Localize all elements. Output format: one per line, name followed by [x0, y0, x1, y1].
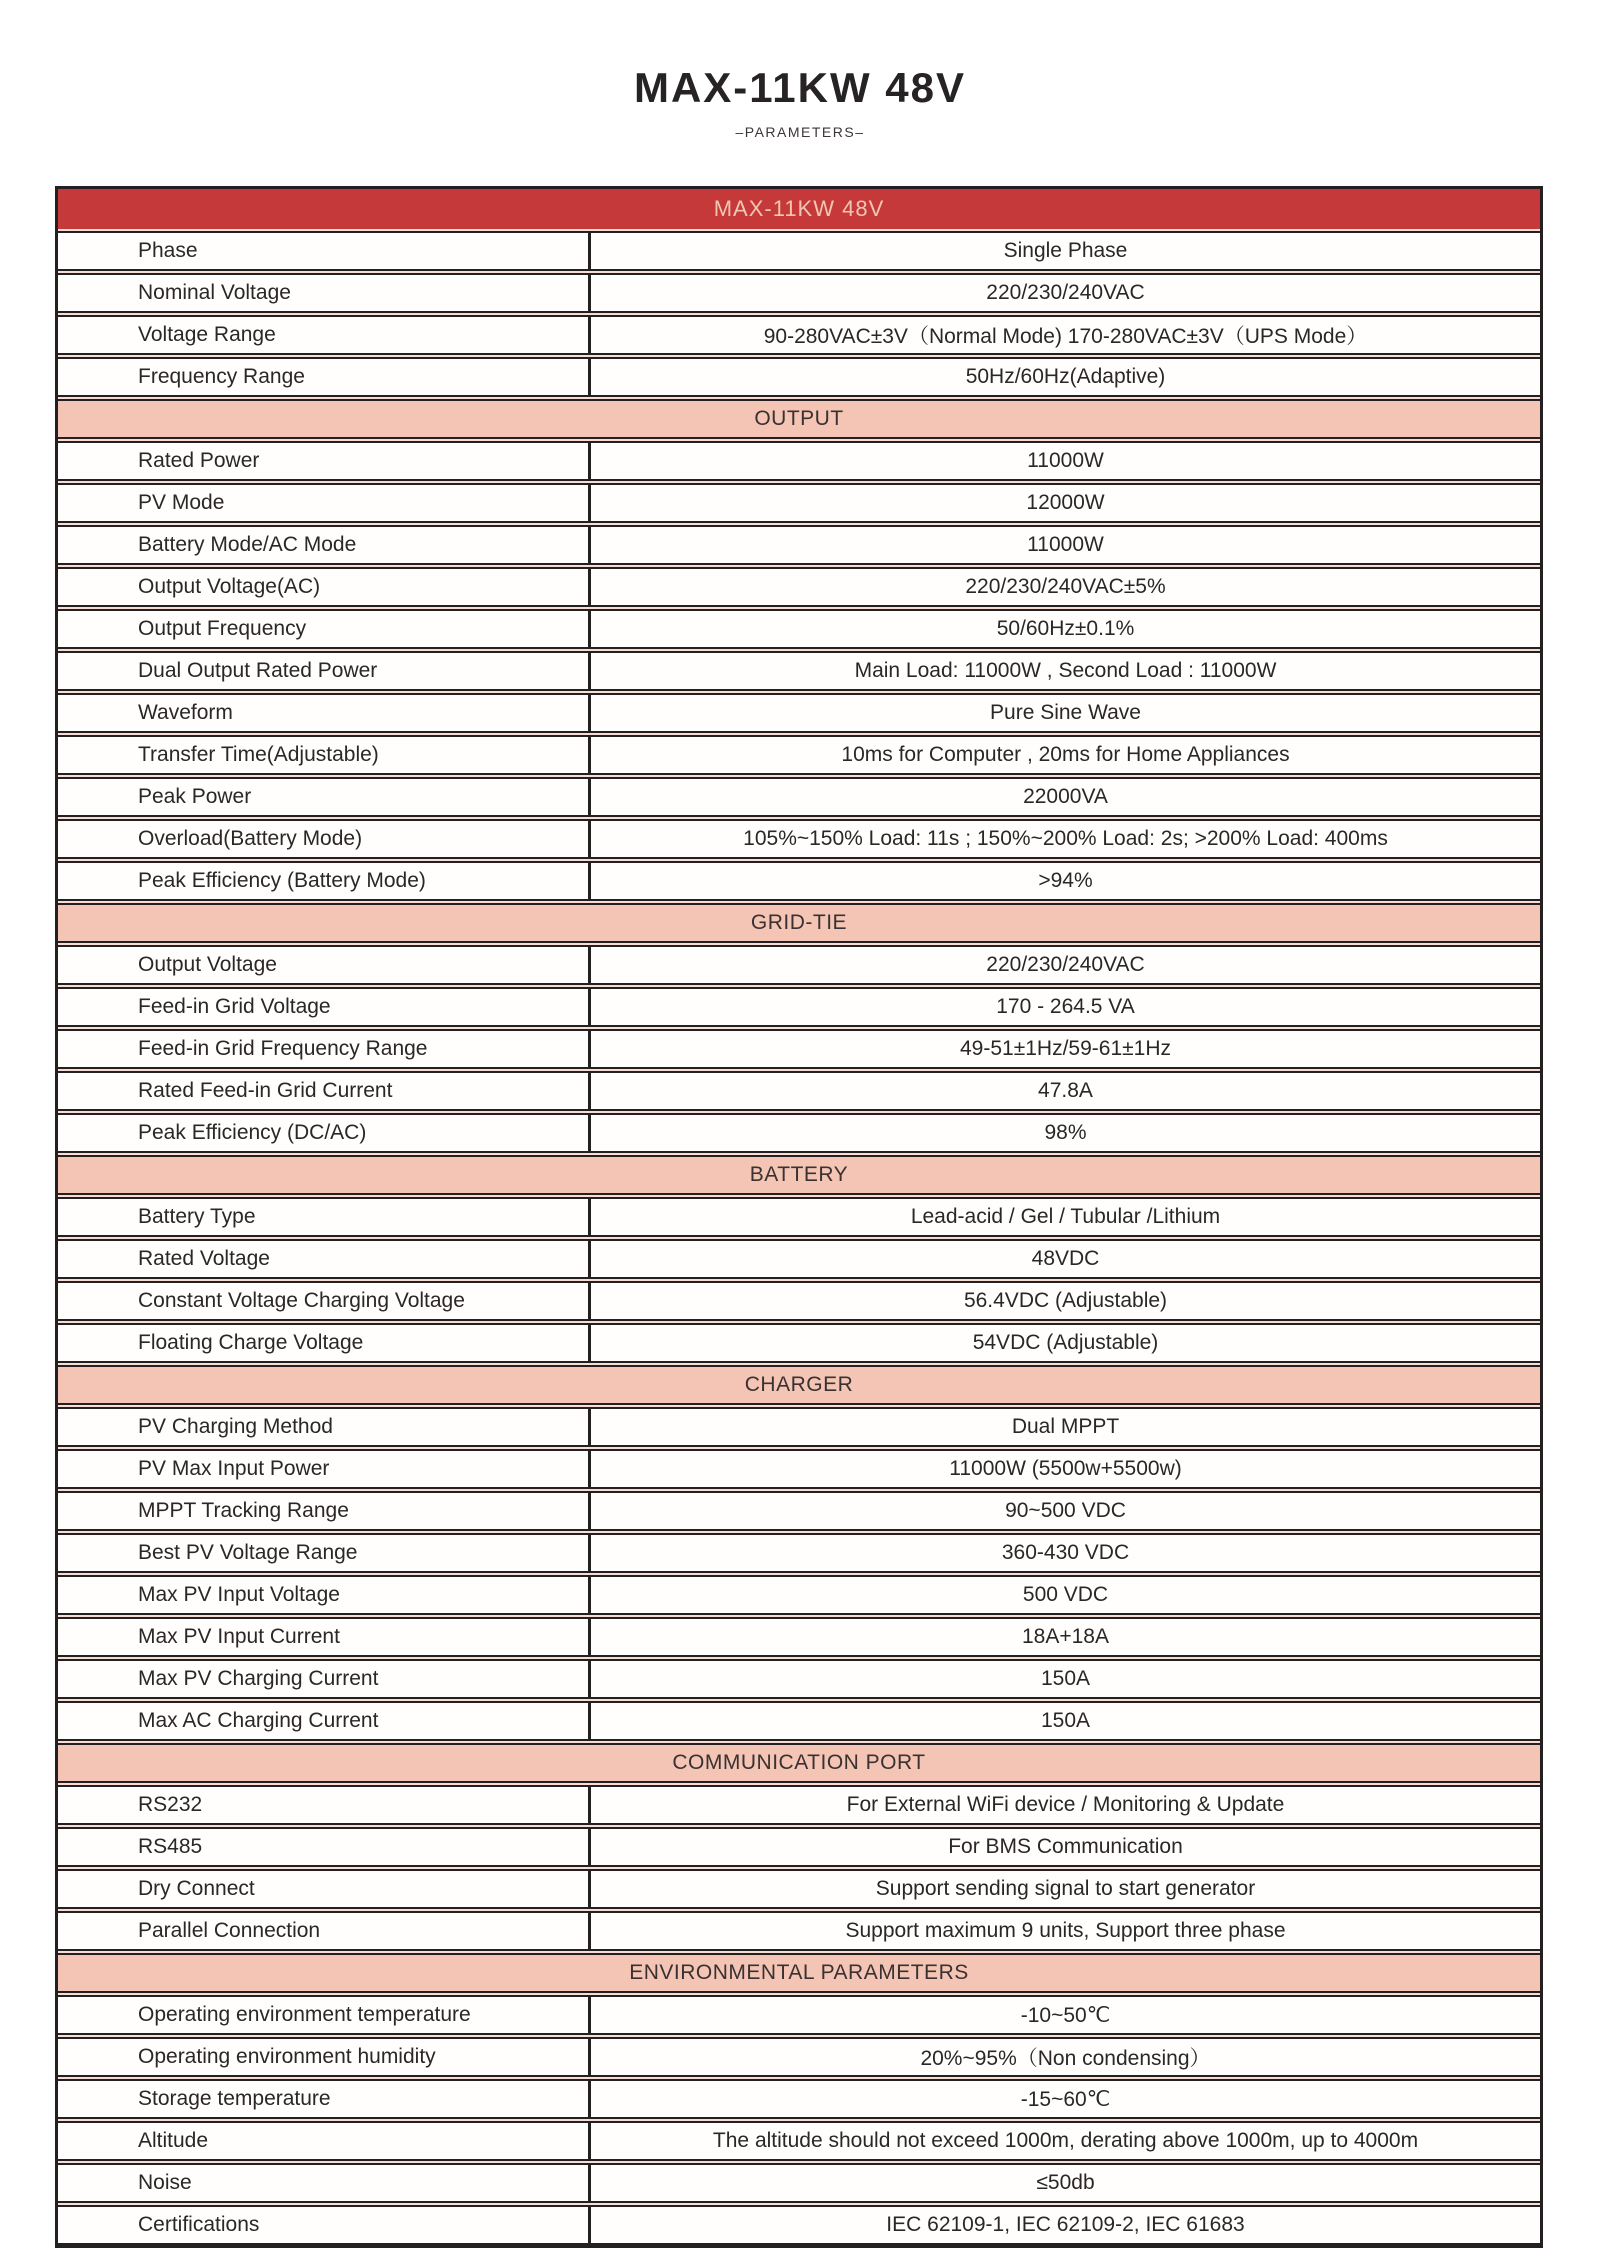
spec-label: RS485	[58, 1829, 591, 1865]
spec-value: Lead-acid / Gel / Tubular /Lithium	[910, 1205, 1221, 1228]
table-row	[58, 651, 1540, 691]
spec-value: 150A	[1040, 1667, 1091, 1690]
spec-value: 150A	[1040, 1709, 1091, 1732]
spec-value: 98%	[1044, 1121, 1087, 1144]
spec-label: Voltage Range	[58, 317, 591, 353]
table-row	[58, 2163, 1540, 2203]
table-row	[58, 1239, 1540, 1279]
spec-value: Support sending signal to start generator	[875, 1877, 1256, 1900]
spec-value: 20%~95%（Non condensing）	[920, 2047, 1211, 2070]
table-row	[58, 735, 1540, 775]
spec-value: 22000VA	[1023, 785, 1108, 808]
table-row	[58, 315, 1540, 355]
table-row	[58, 1617, 1540, 1657]
table-row	[58, 1659, 1540, 1699]
spec-label: Parallel Connection	[58, 1913, 591, 1949]
spec-value: 49-51±1Hz/59-61±1Hz	[960, 1037, 1171, 1060]
spec-label: Dry Connect	[58, 1871, 591, 1907]
spec-value: 18A+18A	[1022, 1625, 1109, 1648]
table-row	[58, 777, 1540, 817]
spec-label: Battery Type	[58, 1199, 591, 1235]
table-row	[58, 945, 1540, 985]
spec-value: 50Hz/60Hz(Adaptive)	[965, 365, 1166, 388]
table-row	[58, 1785, 1540, 1825]
spec-label: Floating Charge Voltage	[58, 1325, 591, 1361]
spec-label: Feed-in Grid Voltage	[58, 989, 591, 1025]
spec-label: Noise	[58, 2165, 591, 2201]
spec-label: Peak Efficiency (DC/AC)	[58, 1115, 591, 1151]
spec-label: Rated Feed-in Grid Current	[58, 1073, 591, 1109]
table-row	[58, 1911, 1540, 1951]
spec-label: Feed-in Grid Frequency Range	[58, 1031, 591, 1067]
spec-table	[55, 186, 1543, 2248]
table-row	[58, 441, 1540, 481]
spec-label: Storage temperature	[58, 2081, 591, 2117]
table-row	[58, 987, 1540, 1027]
spec-label: Dual Output Rated Power	[58, 653, 591, 689]
table-title-bar: MAX-11KW 48V	[58, 189, 1540, 229]
table-row	[58, 1281, 1540, 1321]
spec-value: IEC 62109-1, IEC 62109-2, IEC 61683	[886, 2213, 1245, 2236]
table-row	[58, 1323, 1540, 1363]
spec-label: Battery Mode/AC Mode	[58, 527, 591, 563]
table-row	[58, 609, 1540, 649]
spec-value: >94%	[1038, 869, 1093, 892]
spec-label: Peak Efficiency (Battery Mode)	[58, 863, 591, 899]
spec-table-body	[58, 231, 1540, 2245]
spec-label: Max PV Input Current	[58, 1619, 591, 1655]
spec-label: PV Max Input Power	[58, 1451, 591, 1487]
table-row	[58, 2121, 1540, 2161]
spec-label: Transfer Time(Adjustable)	[58, 737, 591, 773]
table-row	[58, 1533, 1540, 1573]
spec-value: 90-280VAC±3V（Normal Mode) 170-280VAC±3V（UPS Mode）	[763, 325, 1368, 348]
spec-value: 105%~150% Load: 11s ; 150%~200% Load: 2s; >200% Load: 400ms	[743, 827, 1388, 850]
spec-label: PV Mode	[58, 485, 591, 521]
spec-value: Support maximum 9 units, Support three phase	[845, 1919, 1286, 1942]
spec-value: 50/60Hz±0.1%	[996, 617, 1135, 640]
spec-value: Single Phase	[1003, 239, 1128, 262]
spec-value: For BMS Communication	[948, 1835, 1183, 1858]
table-row	[58, 567, 1540, 607]
spec-label: Phase	[58, 233, 591, 269]
spec-value: 170 - 264.5 VA	[996, 995, 1135, 1018]
spec-label: Max PV Charging Current	[58, 1661, 591, 1697]
spec-label: PV Charging Method	[58, 1409, 591, 1445]
spec-value: Pure Sine Wave	[990, 701, 1141, 724]
spec-value: 220/230/240VAC	[986, 953, 1145, 976]
spec-value: 220/230/240VAC	[986, 281, 1145, 304]
table-row	[58, 1995, 1540, 2035]
spec-label: RS232	[58, 1787, 591, 1823]
spec-label: Rated Power	[58, 443, 591, 479]
spec-value: Dual MPPT	[1011, 1415, 1120, 1438]
spec-value: 90~500 VDC	[1005, 1499, 1126, 1522]
spec-label: Max AC Charging Current	[58, 1703, 591, 1739]
table-row	[58, 1701, 1540, 1741]
table-row	[58, 483, 1540, 523]
spec-label: Peak Power	[58, 779, 591, 815]
section-header-grid-tie: GRID-TIE	[58, 903, 1540, 943]
table-row	[58, 1575, 1540, 1615]
spec-value: 47.8A	[1038, 1079, 1093, 1102]
spec-label: Max PV Input Voltage	[58, 1577, 591, 1613]
table-row	[58, 1869, 1540, 1909]
spec-value: -10~50℃	[1020, 2003, 1111, 2027]
page-title: MAX-11KW 48V	[633, 64, 967, 111]
spec-value: 220/230/240VAC±5%	[965, 575, 1166, 598]
spec-value: 11000W	[1027, 533, 1104, 556]
spec-value: 360-430 VDC	[1001, 1541, 1130, 1564]
table-row	[58, 357, 1540, 397]
table-row	[58, 525, 1540, 565]
spec-value: ≤50db	[1036, 2171, 1095, 2194]
section-header-charger: CHARGER	[58, 1365, 1540, 1405]
spec-value: The altitude should not exceed 1000m, derating above 1000m, up to 4000m	[712, 2129, 1419, 2152]
spec-label: Output Frequency	[58, 611, 591, 647]
spec-value: 54VDC (Adjustable)	[972, 1331, 1159, 1354]
table-row	[58, 1491, 1540, 1531]
spec-label: Certifications	[58, 2207, 591, 2243]
spec-label: Frequency Range	[58, 359, 591, 395]
spec-label: Operating environment humidity	[58, 2039, 591, 2075]
table-row	[58, 861, 1540, 901]
spec-value: 10ms for Computer , 20ms for Home Appliances	[841, 743, 1290, 766]
table-row	[58, 1449, 1540, 1489]
table-row	[58, 2205, 1540, 2245]
table-row	[58, 1071, 1540, 1111]
spec-label: Nominal Voltage	[58, 275, 591, 311]
spec-value: -15~60℃	[1020, 2087, 1111, 2111]
spec-label: Output Voltage(AC)	[58, 569, 591, 605]
table-row	[58, 2037, 1540, 2077]
section-header-battery: BATTERY	[58, 1155, 1540, 1195]
table-row	[58, 693, 1540, 733]
page-subtitle: –PARAMETERS–	[735, 124, 865, 140]
spec-value: 48VDC	[1031, 1247, 1100, 1270]
spec-value: 11000W	[1027, 449, 1104, 472]
spec-label: Rated Voltage	[58, 1241, 591, 1277]
section-header-environmental-parameters: ENVIRONMENTAL PARAMETERS	[58, 1953, 1540, 1993]
spec-value: 12000W	[1026, 491, 1105, 514]
spec-label: Waveform	[58, 695, 591, 731]
spec-label: MPPT Tracking Range	[58, 1493, 591, 1529]
spec-value: For External WiFi device / Monitoring & Update	[846, 1793, 1285, 1816]
table-row	[58, 273, 1540, 313]
spec-label: Altitude	[58, 2123, 591, 2159]
table-row	[58, 1113, 1540, 1153]
spec-value: 56.4VDC (Adjustable)	[963, 1289, 1168, 1312]
table-row	[58, 819, 1540, 859]
table-row	[58, 2079, 1540, 2119]
spec-label: Overload(Battery Mode)	[58, 821, 591, 857]
spec-label: Best PV Voltage Range	[58, 1535, 591, 1571]
spec-label: Operating environment temperature	[58, 1997, 591, 2033]
spec-label: Output Voltage	[58, 947, 591, 983]
table-row	[58, 1197, 1540, 1237]
table-row	[58, 1029, 1540, 1069]
table-row	[58, 231, 1540, 271]
spec-label: Constant Voltage Charging Voltage	[58, 1283, 591, 1319]
table-row	[58, 1827, 1540, 1867]
section-header-communication-port: COMMUNICATION PORT	[58, 1743, 1540, 1783]
spec-value: 500 VDC	[1022, 1583, 1109, 1606]
spec-value: 11000W (5500w+5500w)	[949, 1457, 1182, 1480]
section-header-output: OUTPUT	[58, 399, 1540, 439]
table-row	[58, 1407, 1540, 1447]
spec-value: Main Load: 11000W , Second Load : 11000W	[854, 659, 1277, 682]
